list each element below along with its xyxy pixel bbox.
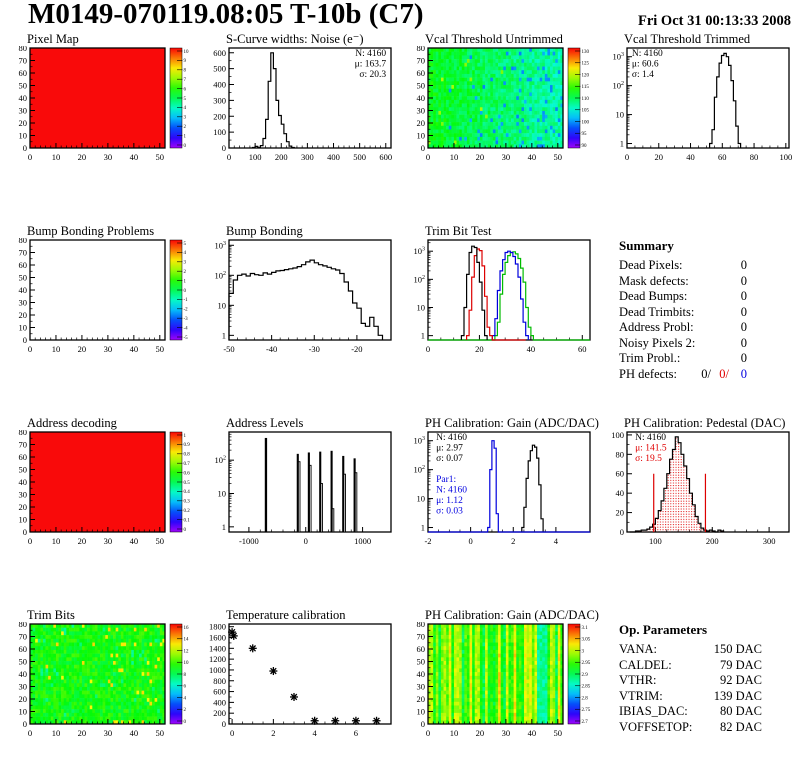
svg-text:40: 40 xyxy=(686,152,695,162)
svg-text:10: 10 xyxy=(217,488,226,499)
svg-text:600: 600 xyxy=(379,152,393,162)
svg-text:6: 6 xyxy=(183,87,186,93)
vcal-trimmed-chart xyxy=(597,46,796,168)
trim-bit-test-plot xyxy=(398,225,597,415)
svg-text:8: 8 xyxy=(183,672,186,678)
svg-text:0: 0 xyxy=(27,152,33,162)
svg-text:1: 1 xyxy=(183,279,186,285)
svg-text:0: 0 xyxy=(22,335,27,345)
summary-row-ph-defects: PH defects: 0/ 0/ 0 xyxy=(619,366,747,381)
svg-text:1: 1 xyxy=(221,330,226,341)
svg-text:80: 80 xyxy=(18,238,27,245)
bump-problems-chart xyxy=(0,238,199,360)
svg-text:600: 600 xyxy=(213,686,226,697)
svg-text:0.6: 0.6 xyxy=(183,471,190,477)
svg-text:80: 80 xyxy=(18,622,27,629)
plot-title: Bump Bonding xyxy=(226,224,303,238)
svg-text:0.8: 0.8 xyxy=(183,452,190,458)
svg-text:115: 115 xyxy=(581,85,589,91)
svg-text:10: 10 xyxy=(183,661,189,667)
plot-title: Address Levels xyxy=(226,416,304,430)
svg-text:0: 0 xyxy=(221,143,226,153)
svg-text:90: 90 xyxy=(581,143,587,149)
summary-row: Dead Pixels: 0 xyxy=(619,258,747,272)
svg-text:103: $10^3$ xyxy=(413,435,425,446)
svg-text:10: 10 xyxy=(18,130,27,141)
svg-text:20: 20 xyxy=(77,344,87,354)
svg-text:0: 0 xyxy=(303,536,308,546)
svg-text:30: 30 xyxy=(416,105,425,116)
summary-title: Summary xyxy=(619,238,674,253)
svg-text:40: 40 xyxy=(18,669,27,679)
svg-text:100: 100 xyxy=(213,127,226,138)
svg-text:1400: 1400 xyxy=(209,643,226,654)
svg-text:0: 0 xyxy=(27,344,33,354)
plot-title: Trim Bits xyxy=(27,608,75,622)
svg-text:80: 80 xyxy=(615,449,624,460)
svg-text:N: 4160: N: 4160 xyxy=(436,433,467,443)
address-decoding-chart xyxy=(0,430,199,552)
svg-text:40: 40 xyxy=(18,477,27,487)
svg-text:10: 10 xyxy=(51,536,61,546)
trim-bits-chart xyxy=(0,622,199,744)
svg-text:3: 3 xyxy=(183,115,186,121)
svg-text:-2: -2 xyxy=(183,307,188,313)
svg-text:60: 60 xyxy=(578,344,587,354)
svg-text:70: 70 xyxy=(18,55,27,66)
svg-text:20: 20 xyxy=(18,694,27,704)
svg-text:0: 0 xyxy=(425,344,431,354)
op-parameter-rows xyxy=(619,642,796,735)
svg-text:50: 50 xyxy=(18,80,27,91)
svg-text:0: 0 xyxy=(22,527,27,537)
svg-text:30: 30 xyxy=(18,489,27,500)
scurve-noise-chart xyxy=(199,46,398,168)
svg-text:30: 30 xyxy=(103,536,113,546)
svg-text:10: 10 xyxy=(217,300,226,311)
temperature-plot xyxy=(199,609,398,772)
svg-text:-4: -4 xyxy=(183,326,188,332)
svg-text:10: 10 xyxy=(51,728,61,738)
svg-text:200: 200 xyxy=(274,152,288,162)
svg-text:-40: -40 xyxy=(265,344,278,354)
svg-text:σ: 0.07: σ: 0.07 xyxy=(436,454,463,464)
op-parameters-panel xyxy=(597,609,796,772)
svg-text:70: 70 xyxy=(18,439,27,450)
svg-text:N: 4160: N: 4160 xyxy=(631,49,663,59)
svg-text:80: 80 xyxy=(749,152,759,162)
svg-text:4: 4 xyxy=(183,696,186,702)
svg-text:10: 10 xyxy=(51,152,61,162)
svg-text:10: 10 xyxy=(449,152,459,162)
svg-text:1000: 1000 xyxy=(209,664,226,675)
svg-text:4: 4 xyxy=(312,728,317,738)
svg-text:20: 20 xyxy=(475,152,485,162)
svg-text:0.9: 0.9 xyxy=(183,443,190,449)
temperature-chart xyxy=(199,622,398,744)
svg-text:600: 600 xyxy=(213,47,226,58)
svg-text:μ: 2.97: μ: 2.97 xyxy=(436,443,463,454)
svg-text:100: 100 xyxy=(581,120,589,126)
svg-text:300: 300 xyxy=(301,152,314,162)
svg-text:30: 30 xyxy=(103,344,113,354)
svg-text:2: 2 xyxy=(271,728,276,738)
svg-text:30: 30 xyxy=(103,728,113,738)
svg-text:10: 10 xyxy=(18,514,27,525)
svg-text:95: 95 xyxy=(581,132,587,138)
plot-title: Vcal Threshold Untrimmed xyxy=(425,32,563,46)
svg-text:0: 0 xyxy=(619,527,624,537)
svg-text:40: 40 xyxy=(129,152,139,162)
svg-text:1000: 1000 xyxy=(354,536,372,546)
trim-bits-plot xyxy=(0,609,199,772)
svg-text:0: 0 xyxy=(27,536,33,546)
svg-text:40: 40 xyxy=(129,728,139,738)
svg-text:N: 4160: N: 4160 xyxy=(436,485,467,496)
svg-text:70: 70 xyxy=(416,55,425,66)
svg-text:200: 200 xyxy=(213,111,226,122)
svg-text:0: 0 xyxy=(468,536,473,546)
op-parameter-row: VANA: 150 DAC xyxy=(619,642,762,656)
svg-text:16: 16 xyxy=(183,625,189,631)
svg-text:10: 10 xyxy=(416,130,425,141)
svg-text:-20: -20 xyxy=(351,344,363,354)
svg-text:80: 80 xyxy=(416,46,425,53)
svg-text:120: 120 xyxy=(581,73,589,79)
plot-title: PH Calibration: Pedestal (DAC) xyxy=(624,416,786,430)
svg-text:60: 60 xyxy=(416,68,425,78)
svg-text:0: 0 xyxy=(183,719,186,725)
svg-text:110: 110 xyxy=(581,96,589,102)
svg-text:200: 200 xyxy=(213,708,226,719)
svg-text:70: 70 xyxy=(18,247,27,258)
summary-panel xyxy=(597,225,796,415)
plot-title: S-Curve widths: Noise (e⁻) xyxy=(226,32,364,46)
svg-text:102: $10^2$ xyxy=(214,455,226,466)
svg-text:50: 50 xyxy=(155,728,165,738)
address-levels-plot xyxy=(199,417,398,607)
svg-text:1: 1 xyxy=(183,433,186,439)
svg-text:20: 20 xyxy=(18,502,27,512)
svg-text:0: 0 xyxy=(22,719,27,729)
ph-gain-hist-chart xyxy=(398,430,597,552)
page-title: M0149-070119.08:05 T-10b (C7) xyxy=(28,0,424,30)
vcal-untrimmed-plot xyxy=(398,33,597,223)
svg-text:1: 1 xyxy=(619,138,624,149)
svg-text:6: 6 xyxy=(353,728,359,738)
summary-row: Dead Trimbits: 0 xyxy=(619,304,747,319)
svg-text:102: $10^2$ xyxy=(214,270,226,281)
svg-text:1200: 1200 xyxy=(209,654,226,665)
svg-text:σ: 19.5: σ: 19.5 xyxy=(635,454,662,464)
summary-row: Trim Probl.: 0 xyxy=(619,351,747,365)
svg-text:0.3: 0.3 xyxy=(183,499,190,505)
svg-text:-1000: -1000 xyxy=(238,536,259,546)
ph-pedestal-plot xyxy=(597,417,796,607)
svg-text:μ: 60.6: μ: 60.6 xyxy=(631,59,659,70)
svg-text:0: 0 xyxy=(221,719,226,729)
svg-text:40: 40 xyxy=(129,536,139,546)
svg-text:0.7: 0.7 xyxy=(183,462,190,467)
svg-text:μ: 163.7: μ: 163.7 xyxy=(354,59,387,70)
svg-text:0: 0 xyxy=(183,288,186,294)
summary-row: Noisy Pixels 2: 0 xyxy=(619,335,747,350)
svg-text:10: 10 xyxy=(18,322,27,333)
svg-text:20: 20 xyxy=(615,507,624,518)
svg-text:500: 500 xyxy=(353,152,367,162)
svg-text:50: 50 xyxy=(155,152,165,162)
report-date: Fri Oct 31 00:13:33 2008 xyxy=(637,13,791,29)
ph-gain-map-plot xyxy=(398,609,597,772)
svg-text:50: 50 xyxy=(18,656,27,667)
svg-text:50: 50 xyxy=(155,344,165,354)
svg-text:14: 14 xyxy=(183,637,189,643)
svg-text:60: 60 xyxy=(615,468,624,479)
svg-text:20: 20 xyxy=(416,118,425,128)
svg-text:50: 50 xyxy=(553,152,563,162)
svg-text:102: $10^2$ xyxy=(612,80,624,91)
svg-text:20: 20 xyxy=(77,728,87,738)
svg-text:20: 20 xyxy=(18,118,27,128)
svg-text:500: 500 xyxy=(213,63,226,74)
svg-text:9: 9 xyxy=(183,59,186,65)
svg-text:103: $10^3$ xyxy=(214,240,226,251)
svg-text:20: 20 xyxy=(18,310,27,320)
ph-defect-value: 0 xyxy=(740,366,747,381)
svg-text:100: 100 xyxy=(779,152,793,162)
svg-text:0: 0 xyxy=(624,152,630,162)
svg-text:40: 40 xyxy=(18,285,27,295)
svg-text:50: 50 xyxy=(155,536,165,546)
svg-text:10: 10 xyxy=(416,302,425,313)
op-parameter-row: VTHR: 92 DAC xyxy=(619,673,762,687)
vcal-untrimmed-chart xyxy=(398,46,597,168)
svg-text:100: 100 xyxy=(611,430,624,440)
plot-title: Bump Bonding Problems xyxy=(27,224,155,238)
svg-text:40: 40 xyxy=(526,344,536,354)
svg-text:70: 70 xyxy=(18,631,27,642)
svg-text:0: 0 xyxy=(226,152,232,162)
svg-text:10: 10 xyxy=(51,344,61,354)
svg-text:1600: 1600 xyxy=(209,632,226,643)
summary-row: Mask defects: 0 xyxy=(619,273,747,288)
address-levels-chart xyxy=(199,430,398,552)
svg-text:5: 5 xyxy=(183,96,186,102)
plot-title: Vcal Threshold Trimmed xyxy=(624,32,751,46)
svg-text:0: 0 xyxy=(183,143,186,149)
svg-text:1: 1 xyxy=(420,330,425,341)
svg-text:0: 0 xyxy=(22,143,27,153)
svg-text:50: 50 xyxy=(416,80,425,91)
svg-text:5: 5 xyxy=(183,241,186,247)
svg-text:0: 0 xyxy=(229,728,235,738)
svg-text:400: 400 xyxy=(213,697,226,708)
svg-text:σ: 20.3: σ: 20.3 xyxy=(359,70,387,80)
svg-text:Par1:: Par1: xyxy=(436,475,457,485)
svg-text:7: 7 xyxy=(183,78,186,83)
svg-text:80: 80 xyxy=(18,430,27,437)
svg-text:30: 30 xyxy=(18,297,27,308)
pixel-map-plot xyxy=(0,33,199,223)
svg-text:400: 400 xyxy=(327,152,340,162)
svg-text:50: 50 xyxy=(18,464,27,475)
bump-bonding-chart xyxy=(199,238,398,360)
svg-text:400: 400 xyxy=(213,79,226,90)
op-parameters-title: Op. Parameters xyxy=(619,622,708,637)
svg-text:300: 300 xyxy=(213,95,226,106)
ph-defect-value: 0/ xyxy=(701,366,711,381)
plot-title: Temperature calibration xyxy=(226,608,346,622)
svg-text:0.2: 0.2 xyxy=(183,509,190,514)
svg-text:12: 12 xyxy=(183,649,189,655)
svg-text:2: 2 xyxy=(511,536,516,546)
svg-text:0: 0 xyxy=(27,728,33,738)
op-parameter-row: CALDEL: 79 DAC xyxy=(619,657,762,672)
svg-text:μ: 1.12: μ: 1.12 xyxy=(436,496,463,506)
ph-gain-map-chart xyxy=(398,622,597,744)
svg-text:60: 60 xyxy=(18,452,27,462)
svg-text:0.1: 0.1 xyxy=(183,518,190,524)
svg-text:100: 100 xyxy=(248,152,262,162)
ph-defect-value: 0/ xyxy=(719,366,729,381)
trim-bit-test-chart xyxy=(398,238,597,360)
summary-rows xyxy=(619,258,796,382)
address-decoding-plot xyxy=(0,417,199,607)
svg-text:800: 800 xyxy=(213,675,226,686)
svg-text:102: $10^2$ xyxy=(413,274,425,285)
svg-text:200: 200 xyxy=(705,536,719,546)
svg-text:0.4: 0.4 xyxy=(183,490,190,496)
plot-title: PH Calibration: Gain (ADC/DAC) xyxy=(425,608,599,622)
svg-text:40: 40 xyxy=(18,93,27,103)
svg-text:4: 4 xyxy=(553,536,559,546)
svg-text:30: 30 xyxy=(103,152,113,162)
svg-text:6: 6 xyxy=(183,684,186,690)
svg-text:-30: -30 xyxy=(308,344,320,354)
svg-text:30: 30 xyxy=(18,681,27,692)
svg-text:N: 4160: N: 4160 xyxy=(635,433,666,443)
svg-text:2: 2 xyxy=(183,270,186,275)
svg-text:30: 30 xyxy=(501,152,511,162)
svg-text:10: 10 xyxy=(18,706,27,717)
svg-text:40: 40 xyxy=(416,93,425,103)
pixel-map-chart xyxy=(0,46,199,168)
svg-text:20: 20 xyxy=(475,344,484,354)
plot-title: Address decoding xyxy=(27,416,117,430)
svg-text:125: 125 xyxy=(581,61,589,67)
svg-text:20: 20 xyxy=(77,536,87,546)
svg-text:20: 20 xyxy=(77,152,87,162)
svg-text:σ: 0.03: σ: 0.03 xyxy=(436,506,463,517)
svg-text:8: 8 xyxy=(183,68,186,74)
svg-text:50: 50 xyxy=(18,272,27,283)
svg-text:2: 2 xyxy=(183,708,186,714)
svg-text:300: 300 xyxy=(762,536,776,546)
svg-text:1: 1 xyxy=(183,134,186,140)
svg-text:2: 2 xyxy=(183,125,186,130)
svg-text:80: 80 xyxy=(18,46,27,53)
svg-text:60: 60 xyxy=(718,152,727,162)
summary-row: Dead Bumps: 0 xyxy=(619,289,747,303)
plot-title: PH Calibration: Gain (ADC/DAC) xyxy=(425,416,599,430)
bump-problems-plot xyxy=(0,225,199,415)
svg-text:10: 10 xyxy=(416,493,425,504)
svg-text:40: 40 xyxy=(129,344,139,354)
vcal-trimmed-plot xyxy=(597,33,796,223)
bump-bonding-plot xyxy=(199,225,398,415)
op-parameter-row: IBIAS_DAC: 80 DAC xyxy=(619,704,762,718)
svg-text:130: 130 xyxy=(581,49,589,55)
plot-title: Pixel Map xyxy=(27,32,79,46)
op-parameter-row: VOFFSETOP: 82 DAC xyxy=(619,719,762,734)
svg-text:105: 105 xyxy=(581,108,589,114)
svg-text:μ: 141.5: μ: 141.5 xyxy=(635,443,667,454)
svg-text:σ: 1.4: σ: 1.4 xyxy=(631,70,654,80)
svg-text:103: $10^3$ xyxy=(413,246,425,257)
svg-text:20: 20 xyxy=(654,152,664,162)
svg-text:1: 1 xyxy=(221,521,226,532)
svg-text:-3: -3 xyxy=(183,317,188,322)
svg-text:60: 60 xyxy=(18,644,27,654)
svg-text:-2: -2 xyxy=(424,536,432,546)
plot-title: Trim Bit Test xyxy=(425,224,492,238)
svg-text:60: 60 xyxy=(18,68,27,78)
svg-text:60: 60 xyxy=(18,260,27,270)
svg-text:N: 4160: N: 4160 xyxy=(355,49,387,59)
svg-text:4: 4 xyxy=(183,251,186,257)
svg-text:-50: -50 xyxy=(223,344,235,354)
svg-text:30: 30 xyxy=(18,105,27,116)
svg-text:10: 10 xyxy=(615,109,624,120)
svg-text:-5: -5 xyxy=(183,335,188,341)
svg-text:40: 40 xyxy=(615,488,624,499)
svg-text:0: 0 xyxy=(183,527,186,533)
svg-text:10: 10 xyxy=(183,49,189,55)
svg-text:103: $10^3$ xyxy=(612,51,624,62)
svg-text:1800: 1800 xyxy=(209,622,226,632)
svg-text:-1: -1 xyxy=(183,298,188,304)
svg-text:0.5: 0.5 xyxy=(183,480,190,486)
ph-gain-hist-plot xyxy=(398,417,597,607)
scurve-noise-plot xyxy=(199,33,398,223)
svg-text:0: 0 xyxy=(420,143,425,153)
svg-text:100: 100 xyxy=(649,536,662,546)
svg-text:102: $10^2$ xyxy=(413,464,425,475)
svg-text:0: 0 xyxy=(425,152,431,162)
op-parameter-row: VTRIM: 139 DAC xyxy=(619,688,762,703)
svg-text:1: 1 xyxy=(420,522,425,533)
ph-pedestal-chart xyxy=(597,430,796,552)
svg-text:3: 3 xyxy=(183,260,186,266)
svg-text:40: 40 xyxy=(527,152,537,162)
svg-text:4: 4 xyxy=(183,106,186,112)
summary-row: Address Probl: 0 xyxy=(619,320,747,334)
